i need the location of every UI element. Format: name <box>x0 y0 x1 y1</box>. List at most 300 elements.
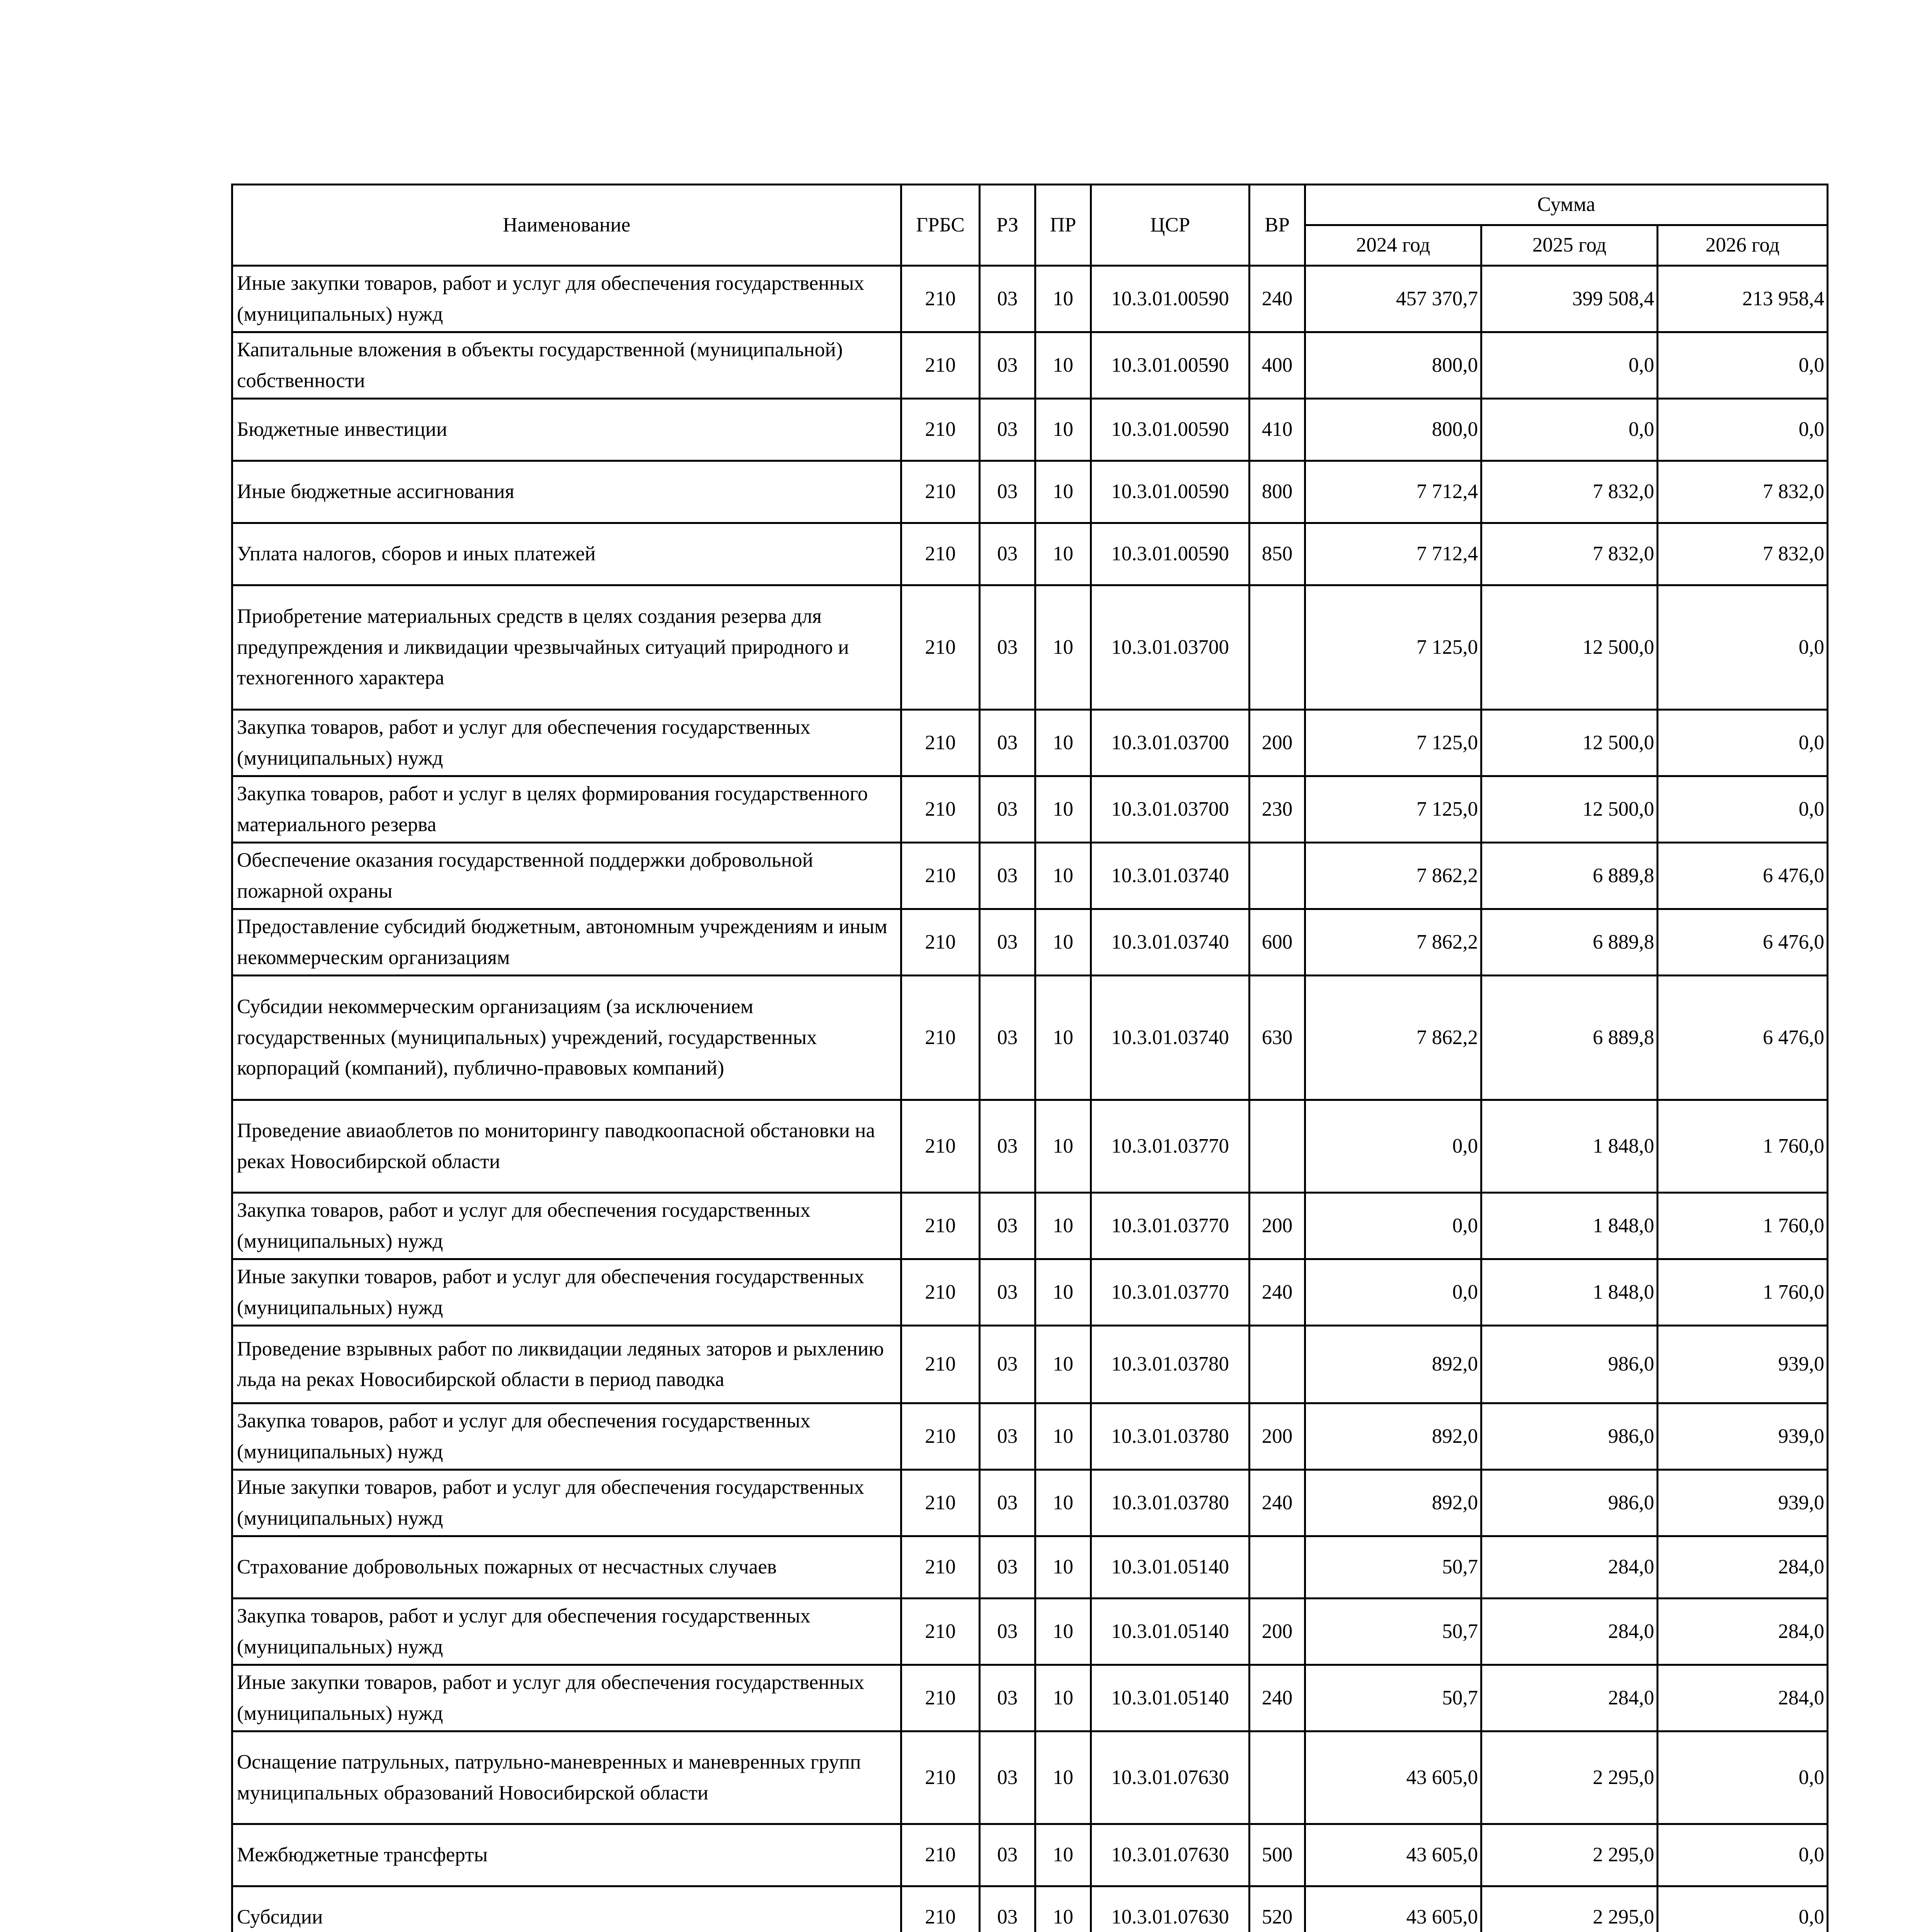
cell-name <box>232 776 901 843</box>
row-csr-text: 10.3.01.07630 <box>1111 1844 1229 1866</box>
cell-vr <box>1250 1193 1305 1259</box>
row-rz-text: 03 <box>997 1620 1018 1643</box>
row-pr-text: 10 <box>1053 1214 1073 1237</box>
row-2024-text: 7 125,0 <box>1416 731 1478 754</box>
row-rz-text: 03 <box>997 1491 1018 1514</box>
row-name-text: Закупка товаров, работ и услуг для обеспечения государственных (муниципальных) нужд <box>237 1199 811 1252</box>
cell-2025 <box>1481 1259 1658 1326</box>
cell-vr <box>1250 909 1305 976</box>
row-csr-text: 10.3.01.03740 <box>1111 930 1229 953</box>
row-2026-text: 6 476,0 <box>1763 1026 1824 1049</box>
cell-2024 <box>1305 843 1481 909</box>
cell-grbs <box>901 710 980 776</box>
cell-vr <box>1250 1470 1305 1536</box>
row-name-text: Проведение взрывных работ по ликвидации ледяных заторов и рыхлению льда на реках Новосибирской области в период паводка <box>237 1337 884 1391</box>
row-rz-text: 03 <box>997 930 1018 953</box>
cell-vr <box>1250 1599 1305 1665</box>
row-grbs-text: 210 <box>925 1556 956 1578</box>
row-name-text: Обеспечение оказания государственной поддержки добровольной пожарной охраны <box>237 849 813 902</box>
table-row <box>232 332 1828 399</box>
cell-name <box>232 461 901 523</box>
row-pr-text: 10 <box>1053 418 1073 441</box>
cell-grbs <box>901 332 980 399</box>
row-2026-text: 939,0 <box>1778 1353 1824 1376</box>
row-2024-text: 43 605,0 <box>1406 1766 1478 1789</box>
cell-rz <box>980 461 1035 523</box>
row-2024-text: 7 862,2 <box>1416 864 1478 887</box>
cell-pr <box>1035 1536 1091 1599</box>
row-vr-text: 240 <box>1262 1491 1293 1514</box>
header-year-2026: 2026 год <box>1658 225 1828 266</box>
row-2025-text: 986,0 <box>1608 1491 1654 1514</box>
row-name-text: Оснащение патрульных, патрульно-маневренных и маневренных групп муниципальных образований Новосибирской области <box>237 1751 861 1804</box>
cell-2024 <box>1305 1731 1481 1824</box>
row-pr-text: 10 <box>1053 798 1073 820</box>
row-name-text: Иные закупки товаров, работ и услуг для обеспечения государственных (муниципальных) нужд <box>237 1476 865 1529</box>
cell-2026 <box>1658 843 1828 909</box>
row-pr-text: 10 <box>1053 731 1073 754</box>
header-year-2025: 2025 год <box>1481 225 1658 266</box>
cell-2024 <box>1305 909 1481 976</box>
row-2026-text: 0,0 <box>1798 1766 1824 1789</box>
table-row <box>232 976 1828 1100</box>
table-row <box>232 1259 1828 1326</box>
cell-name <box>232 399 901 461</box>
row-2025-text: 2 295,0 <box>1593 1844 1654 1866</box>
row-vr-text: 800 <box>1262 480 1293 503</box>
cell-2025 <box>1481 776 1658 843</box>
cell-grbs <box>901 1470 980 1536</box>
header-csr: ЦСР <box>1091 185 1250 266</box>
cell-vr <box>1250 461 1305 523</box>
row-csr-text: 10.3.01.00590 <box>1111 480 1229 503</box>
row-grbs-text: 210 <box>925 1425 956 1447</box>
cell-grbs <box>901 776 980 843</box>
cell-csr <box>1091 523 1250 585</box>
cell-vr <box>1250 1824 1305 1886</box>
cell-pr <box>1035 1886 1091 1932</box>
cell-2024 <box>1305 1599 1481 1665</box>
row-2025-text: 284,0 <box>1608 1620 1654 1643</box>
row-2024-text: 7 712,4 <box>1416 480 1478 503</box>
cell-2025 <box>1481 399 1658 461</box>
row-grbs-text: 210 <box>925 731 956 754</box>
cell-rz <box>980 399 1035 461</box>
cell-rz <box>980 1193 1035 1259</box>
header-vr: ВР <box>1250 185 1305 266</box>
cell-vr <box>1250 843 1305 909</box>
cell-rz <box>980 843 1035 909</box>
cell-2025 <box>1481 909 1658 976</box>
row-2024-text: 457 370,7 <box>1396 287 1478 310</box>
row-pr-text: 10 <box>1053 864 1073 887</box>
row-name-text: Субсидии <box>237 1906 323 1929</box>
cell-name <box>232 585 901 710</box>
row-name-text: Закупка товаров, работ и услуг в целях формирования государственного материального резерва <box>237 782 868 836</box>
table-row <box>232 1665 1828 1731</box>
cell-2026 <box>1658 332 1828 399</box>
row-name-text: Страхование добровольных пожарных от несчастных случаев <box>237 1556 777 1578</box>
cell-2024 <box>1305 1665 1481 1731</box>
cell-2024 <box>1305 585 1481 710</box>
row-csr-text: 10.3.01.00590 <box>1111 287 1229 310</box>
cell-vr <box>1250 1100 1305 1193</box>
row-rz-text: 03 <box>997 1134 1018 1157</box>
row-2025-text: 12 500,0 <box>1582 636 1654 658</box>
cell-rz <box>980 1731 1035 1824</box>
row-2024-text: 7 862,2 <box>1416 1026 1478 1049</box>
row-2026-text: 1 760,0 <box>1763 1281 1824 1303</box>
cell-2024 <box>1305 710 1481 776</box>
cell-grbs <box>901 1665 980 1731</box>
row-grbs-text: 210 <box>925 1134 956 1157</box>
row-2026-text: 0,0 <box>1798 1844 1824 1866</box>
cell-2026 <box>1658 461 1828 523</box>
cell-vr <box>1250 976 1305 1100</box>
cell-2025 <box>1481 1824 1658 1886</box>
cell-2024 <box>1305 1326 1481 1403</box>
cell-2025 <box>1481 1886 1658 1932</box>
cell-2024 <box>1305 1886 1481 1932</box>
cell-name <box>232 1886 901 1932</box>
row-grbs-text: 210 <box>925 1620 956 1643</box>
cell-2024 <box>1305 1403 1481 1470</box>
cell-vr <box>1250 1536 1305 1599</box>
cell-rz <box>980 585 1035 710</box>
row-name-text: Проведение авиаоблетов по мониторингу паводкоопасной обстановки на реках Новосибирской области <box>237 1119 875 1173</box>
table-row <box>232 585 1828 710</box>
header-pr: ПР <box>1035 185 1091 266</box>
row-2026-text: 7 832,0 <box>1763 543 1824 565</box>
row-2026-text: 284,0 <box>1778 1556 1824 1578</box>
cell-2026 <box>1658 1193 1828 1259</box>
table-row <box>232 1731 1828 1824</box>
row-2026-text: 0,0 <box>1798 1906 1824 1929</box>
row-pr-text: 10 <box>1053 1620 1073 1643</box>
row-2024-text: 7 712,4 <box>1416 543 1478 565</box>
row-name-text: Капитальные вложения в объекты государственной (муниципальной) собственности <box>237 338 843 392</box>
row-grbs-text: 210 <box>925 636 956 658</box>
row-grbs-text: 210 <box>925 1844 956 1866</box>
cell-rz <box>980 1100 1035 1193</box>
row-grbs-text: 210 <box>925 1686 956 1709</box>
cell-2026 <box>1658 710 1828 776</box>
cell-csr <box>1091 1259 1250 1326</box>
cell-vr <box>1250 266 1305 332</box>
row-pr-text: 10 <box>1053 1353 1073 1376</box>
cell-2026 <box>1658 1470 1828 1536</box>
row-rz-text: 03 <box>997 287 1018 310</box>
row-rz-text: 03 <box>997 636 1018 658</box>
row-2025-text: 2 295,0 <box>1593 1906 1654 1929</box>
cell-2026 <box>1658 1403 1828 1470</box>
cell-name <box>232 1536 901 1599</box>
cell-csr <box>1091 710 1250 776</box>
cell-vr <box>1250 399 1305 461</box>
table-row <box>232 1824 1828 1886</box>
cell-vr <box>1250 1886 1305 1932</box>
row-pr-text: 10 <box>1053 1425 1073 1447</box>
row-rz-text: 03 <box>997 1281 1018 1303</box>
row-rz-text: 03 <box>997 418 1018 441</box>
cell-2025 <box>1481 1100 1658 1193</box>
row-name-text: Межбюджетные трансферты <box>237 1844 488 1866</box>
row-csr-text: 10.3.01.03740 <box>1111 864 1229 887</box>
cell-pr <box>1035 1599 1091 1665</box>
cell-csr <box>1091 266 1250 332</box>
cell-rz <box>980 523 1035 585</box>
cell-csr <box>1091 1193 1250 1259</box>
cell-grbs <box>901 1886 980 1932</box>
row-csr-text: 10.3.01.03770 <box>1111 1281 1229 1303</box>
row-pr-text: 10 <box>1053 354 1073 376</box>
cell-pr <box>1035 1470 1091 1536</box>
cell-pr <box>1035 843 1091 909</box>
row-2026-text: 284,0 <box>1778 1620 1824 1643</box>
cell-grbs <box>901 266 980 332</box>
cell-2026 <box>1658 976 1828 1100</box>
row-2026-text: 7 832,0 <box>1763 480 1824 503</box>
cell-name <box>232 1599 901 1665</box>
table-header <box>232 185 1828 266</box>
cell-2024 <box>1305 1470 1481 1536</box>
row-2025-text: 6 889,8 <box>1593 1026 1654 1049</box>
row-vr-text: 200 <box>1262 731 1293 754</box>
header-name: Наименование <box>232 185 901 266</box>
cell-name <box>232 266 901 332</box>
row-vr-text: 200 <box>1262 1425 1293 1447</box>
row-csr-text: 10.3.01.03780 <box>1111 1353 1229 1376</box>
cell-2026 <box>1658 1599 1828 1665</box>
cell-grbs <box>901 1326 980 1403</box>
row-rz-text: 03 <box>997 864 1018 887</box>
table-row <box>232 1403 1828 1470</box>
cell-2026 <box>1658 776 1828 843</box>
header-year-2024: 2024 год <box>1305 225 1481 266</box>
cell-csr <box>1091 1470 1250 1536</box>
row-2024-text: 892,0 <box>1432 1491 1478 1514</box>
cell-2026 <box>1658 1100 1828 1193</box>
cell-rz <box>980 1403 1035 1470</box>
row-rz-text: 03 <box>997 480 1018 503</box>
cell-2025 <box>1481 266 1658 332</box>
cell-grbs <box>901 1259 980 1326</box>
table-row <box>232 909 1828 976</box>
row-vr-text: 520 <box>1262 1906 1293 1929</box>
cell-pr <box>1035 710 1091 776</box>
row-grbs-text: 210 <box>925 798 956 820</box>
cell-pr <box>1035 585 1091 710</box>
cell-vr <box>1250 1731 1305 1824</box>
cell-name <box>232 1326 901 1403</box>
row-name-text: Иные закупки товаров, работ и услуг для обеспечения государственных (муниципальных) нужд <box>237 272 865 325</box>
row-2025-text: 284,0 <box>1608 1686 1654 1709</box>
cell-grbs <box>901 1100 980 1193</box>
table-row <box>232 710 1828 776</box>
cell-pr <box>1035 1403 1091 1470</box>
row-grbs-text: 210 <box>925 354 956 376</box>
table-row <box>232 523 1828 585</box>
cell-name <box>232 909 901 976</box>
row-pr-text: 10 <box>1053 1491 1073 1514</box>
cell-vr <box>1250 585 1305 710</box>
row-grbs-text: 210 <box>925 418 956 441</box>
row-2025-text: 6 889,8 <box>1593 930 1654 953</box>
cell-pr <box>1035 1824 1091 1886</box>
table-row <box>232 1193 1828 1259</box>
cell-2026 <box>1658 1665 1828 1731</box>
cell-name <box>232 1665 901 1731</box>
row-csr-text: 10.3.01.07630 <box>1111 1766 1229 1789</box>
cell-name <box>232 1193 901 1259</box>
cell-csr <box>1091 585 1250 710</box>
cell-csr <box>1091 843 1250 909</box>
row-2024-text: 892,0 <box>1432 1425 1478 1447</box>
row-vr-text: 240 <box>1262 1686 1293 1709</box>
cell-rz <box>980 776 1035 843</box>
cell-pr <box>1035 976 1091 1100</box>
cell-2026 <box>1658 585 1828 710</box>
cell-csr <box>1091 909 1250 976</box>
row-2026-text: 0,0 <box>1798 731 1824 754</box>
cell-pr <box>1035 1326 1091 1403</box>
row-pr-text: 10 <box>1053 287 1073 310</box>
cell-csr <box>1091 1731 1250 1824</box>
row-rz-text: 03 <box>997 731 1018 754</box>
row-2025-text: 1 848,0 <box>1593 1214 1654 1237</box>
cell-rz <box>980 1824 1035 1886</box>
cell-2025 <box>1481 1599 1658 1665</box>
row-2026-text: 939,0 <box>1778 1425 1824 1447</box>
row-2026-text: 213 958,4 <box>1742 287 1824 310</box>
cell-csr <box>1091 776 1250 843</box>
row-2025-text: 12 500,0 <box>1582 731 1654 754</box>
row-grbs-text: 210 <box>925 1766 956 1789</box>
row-2024-text: 800,0 <box>1432 418 1478 441</box>
row-name-text: Уплата налогов, сборов и иных платежей <box>237 543 596 565</box>
row-grbs-text: 210 <box>925 1026 956 1049</box>
row-pr-text: 10 <box>1053 1556 1073 1578</box>
cell-2024 <box>1305 1536 1481 1599</box>
row-2024-text: 43 605,0 <box>1406 1906 1478 1929</box>
cell-2024 <box>1305 1193 1481 1259</box>
cell-rz <box>980 332 1035 399</box>
row-2025-text: 1 848,0 <box>1593 1281 1654 1303</box>
table-row <box>232 1886 1828 1932</box>
row-vr-text: 240 <box>1262 287 1293 310</box>
row-rz-text: 03 <box>997 1906 1018 1929</box>
cell-csr <box>1091 1665 1250 1731</box>
cell-2026 <box>1658 266 1828 332</box>
row-pr-text: 10 <box>1053 1766 1073 1789</box>
row-rz-text: 03 <box>997 1353 1018 1376</box>
row-csr-text: 10.3.01.03780 <box>1111 1491 1229 1514</box>
row-rz-text: 03 <box>997 543 1018 565</box>
table-row <box>232 399 1828 461</box>
cell-2026 <box>1658 1326 1828 1403</box>
row-2025-text: 6 889,8 <box>1593 864 1654 887</box>
row-rz-text: 03 <box>997 1766 1018 1789</box>
cell-2025 <box>1481 1326 1658 1403</box>
cell-grbs <box>901 1731 980 1824</box>
row-2025-text: 2 295,0 <box>1593 1766 1654 1789</box>
cell-2024 <box>1305 461 1481 523</box>
cell-2024 <box>1305 266 1481 332</box>
cell-grbs <box>901 523 980 585</box>
cell-name <box>232 1470 901 1536</box>
cell-2024 <box>1305 976 1481 1100</box>
row-2025-text: 0,0 <box>1628 418 1654 441</box>
row-2024-text: 7 125,0 <box>1416 636 1478 658</box>
cell-pr <box>1035 1259 1091 1326</box>
cell-2025 <box>1481 461 1658 523</box>
cell-vr <box>1250 1259 1305 1326</box>
table-row <box>232 266 1828 332</box>
row-2024-text: 43 605,0 <box>1406 1844 1478 1866</box>
row-grbs-text: 210 <box>925 1281 956 1303</box>
cell-2025 <box>1481 1193 1658 1259</box>
table-row <box>232 843 1828 909</box>
cell-rz <box>980 266 1035 332</box>
row-vr-text: 500 <box>1262 1844 1293 1866</box>
row-pr-text: 10 <box>1053 1906 1073 1929</box>
cell-name <box>232 1731 901 1824</box>
cell-pr <box>1035 399 1091 461</box>
cell-pr <box>1035 1731 1091 1824</box>
row-2024-text: 0,0 <box>1452 1134 1478 1157</box>
row-vr-text: 400 <box>1262 354 1293 376</box>
cell-pr <box>1035 776 1091 843</box>
cell-2026 <box>1658 1259 1828 1326</box>
cell-2024 <box>1305 1100 1481 1193</box>
row-pr-text: 10 <box>1053 480 1073 503</box>
cell-pr <box>1035 461 1091 523</box>
cell-vr <box>1250 523 1305 585</box>
row-vr-text: 200 <box>1262 1214 1293 1237</box>
row-2024-text: 892,0 <box>1432 1353 1478 1376</box>
cell-pr <box>1035 1665 1091 1731</box>
cell-2026 <box>1658 523 1828 585</box>
row-2026-text: 939,0 <box>1778 1491 1824 1514</box>
cell-2025 <box>1481 1536 1658 1599</box>
row-csr-text: 10.3.01.03700 <box>1111 731 1229 754</box>
cell-grbs <box>901 1403 980 1470</box>
row-pr-text: 10 <box>1053 1844 1073 1866</box>
cell-csr <box>1091 1536 1250 1599</box>
row-pr-text: 10 <box>1053 1026 1073 1049</box>
row-rz-text: 03 <box>997 1686 1018 1709</box>
cell-pr <box>1035 1100 1091 1193</box>
row-vr-text: 850 <box>1262 543 1293 565</box>
cell-name <box>232 523 901 585</box>
cell-pr <box>1035 1193 1091 1259</box>
row-name-text: Иные закупки товаров, работ и услуг для обеспечения государственных (муниципальных) нужд <box>237 1671 865 1725</box>
row-grbs-text: 210 <box>925 543 956 565</box>
cell-csr <box>1091 1100 1250 1193</box>
row-2024-text: 50,7 <box>1442 1686 1478 1709</box>
row-2025-text: 284,0 <box>1608 1556 1654 1578</box>
row-2026-text: 1 760,0 <box>1763 1214 1824 1237</box>
cell-vr <box>1250 1326 1305 1403</box>
cell-csr <box>1091 1886 1250 1932</box>
row-rz-text: 03 <box>997 1026 1018 1049</box>
row-csr-text: 10.3.01.00590 <box>1111 418 1229 441</box>
row-rz-text: 03 <box>997 1556 1018 1578</box>
cell-2025 <box>1481 332 1658 399</box>
cell-rz <box>980 1536 1035 1599</box>
row-csr-text: 10.3.01.07630 <box>1111 1906 1229 1929</box>
row-grbs-text: 210 <box>925 930 956 953</box>
